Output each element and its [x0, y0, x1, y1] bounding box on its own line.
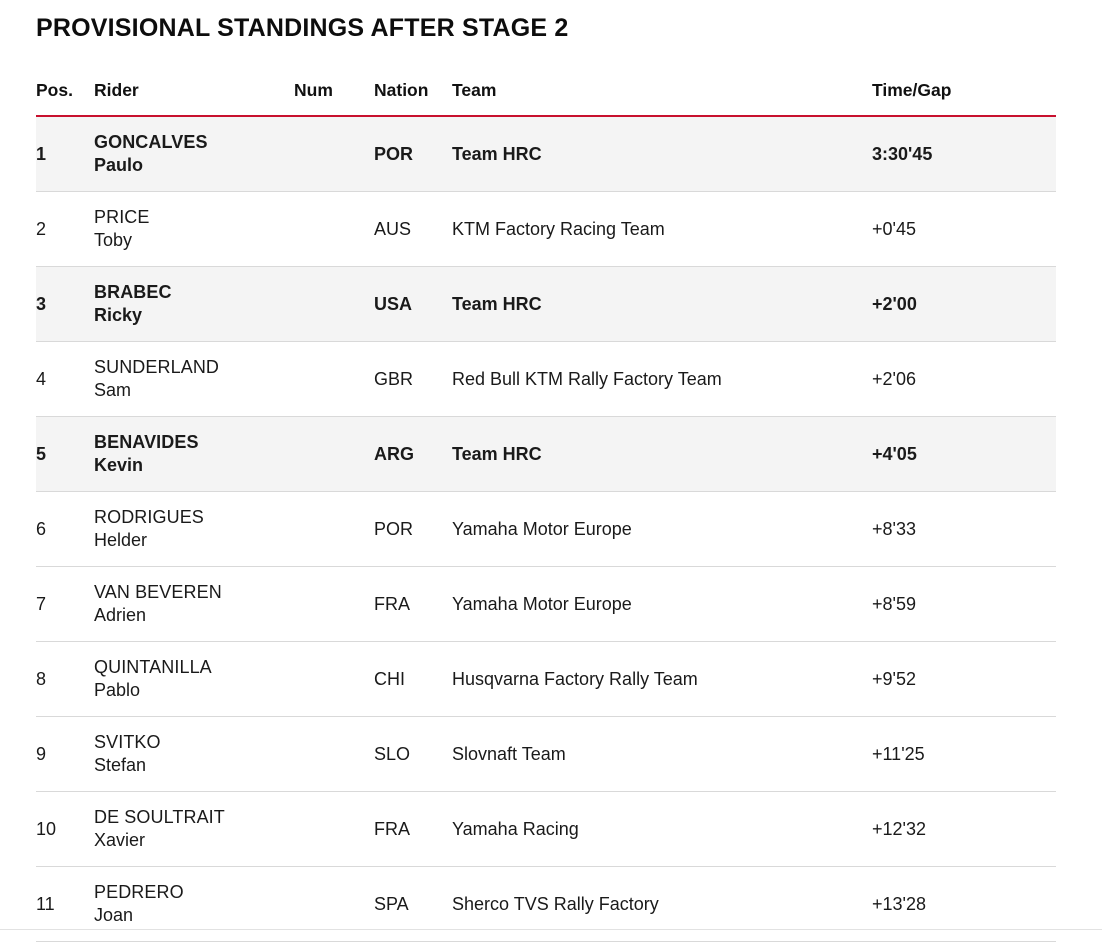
rider-first-name: Kevin	[94, 455, 144, 475]
cell-team: Team HRC	[452, 267, 872, 342]
cell-time-gap: +11'25	[872, 717, 1056, 792]
rider-last-name: SUNDERLAND	[94, 356, 220, 377]
rider-first-name: Helder	[94, 530, 148, 550]
cell-position: 3	[36, 267, 94, 342]
page-title: PROVISIONAL STANDINGS AFTER STAGE 2	[36, 14, 569, 42]
rider-last-name: PEDRERO	[94, 881, 184, 902]
rider-last-name: DE SOULTRAIT	[94, 806, 225, 827]
table-row[interactable]	[36, 792, 1056, 867]
rider-last-name: BRABEC	[94, 281, 172, 302]
rider-first-name: Xavier	[94, 830, 146, 850]
cell-position: 5	[36, 417, 94, 492]
rider-first-name: Pablo	[94, 680, 141, 700]
cell-num	[294, 342, 374, 417]
rider-last-name: QUINTANILLA	[94, 656, 212, 677]
rider-last-name: SVITKO	[94, 731, 161, 752]
cell-time-gap: 3:30'45	[872, 116, 1056, 192]
cell-time-gap: +0'45	[872, 192, 1056, 267]
rider-first-name: Sam	[94, 380, 132, 400]
rider-first-name: Stefan	[94, 755, 147, 775]
cell-team: Yamaha Motor Europe	[452, 492, 872, 567]
rider-first-name: Paulo	[94, 155, 144, 175]
cell-time-gap: +4'05	[872, 417, 1056, 492]
cell-rider	[94, 342, 294, 417]
rider-first-name: Toby	[94, 230, 133, 250]
page-bottom-divider	[0, 929, 1102, 938]
cell-nation: SLO	[374, 717, 452, 792]
cell-team: KTM Factory Racing Team	[452, 192, 872, 267]
column-header-nation: Nation	[374, 76, 452, 116]
cell-num	[294, 792, 374, 867]
cell-num	[294, 492, 374, 567]
cell-team: Husqvarna Factory Rally Team	[452, 642, 872, 717]
rider-last-name: GONCALVES	[94, 131, 208, 152]
cell-nation: GBR	[374, 342, 452, 417]
table-header-row	[36, 76, 1056, 116]
cell-rider	[94, 116, 294, 192]
cell-position: 1	[36, 116, 94, 192]
cell-time-gap: +8'59	[872, 567, 1056, 642]
table-row[interactable]	[36, 642, 1056, 717]
table-row[interactable]	[36, 717, 1056, 792]
column-header-num: Num	[294, 76, 374, 116]
cell-num	[294, 567, 374, 642]
cell-rider	[94, 567, 294, 642]
table-row[interactable]	[36, 267, 1056, 342]
cell-rider	[94, 267, 294, 342]
cell-time-gap: +12'32	[872, 792, 1056, 867]
cell-team: Team HRC	[452, 116, 872, 192]
column-header-time: Time/Gap	[872, 76, 1056, 116]
cell-nation: CHI	[374, 642, 452, 717]
cell-position: 4	[36, 342, 94, 417]
rider-last-name: BENAVIDES	[94, 431, 199, 452]
cell-nation: FRA	[374, 567, 452, 642]
standings-table	[36, 76, 1056, 942]
table-row[interactable]	[36, 492, 1056, 567]
cell-nation: FRA	[374, 792, 452, 867]
cell-time-gap: +2'06	[872, 342, 1056, 417]
cell-num	[294, 267, 374, 342]
cell-num	[294, 417, 374, 492]
standings-table-wrapper	[36, 76, 1056, 942]
cell-time-gap: +13'28	[872, 867, 1056, 942]
table-row[interactable]	[36, 567, 1056, 642]
rider-last-name: VAN BEVEREN	[94, 581, 222, 602]
column-header-team: Team	[452, 76, 872, 116]
table-row[interactable]	[36, 342, 1056, 417]
cell-num	[294, 192, 374, 267]
cell-position: 2	[36, 192, 94, 267]
cell-position: 10	[36, 792, 94, 867]
rider-first-name: Joan	[94, 905, 134, 925]
rider-first-name: Ricky	[94, 305, 143, 325]
cell-rider	[94, 192, 294, 267]
cell-position: 7	[36, 567, 94, 642]
table-row[interactable]	[36, 417, 1056, 492]
cell-team: Red Bull KTM Rally Factory Team	[452, 342, 872, 417]
cell-nation: ARG	[374, 417, 452, 492]
table-header	[36, 76, 1056, 116]
rider-first-name: Adrien	[94, 605, 147, 625]
cell-nation: SPA	[374, 867, 452, 942]
cell-rider	[94, 492, 294, 567]
cell-position: 8	[36, 642, 94, 717]
cell-team: Team HRC	[452, 417, 872, 492]
cell-nation: AUS	[374, 192, 452, 267]
cell-nation: USA	[374, 267, 452, 342]
cell-num	[294, 116, 374, 192]
rider-last-name: PRICE	[94, 206, 150, 227]
rider-last-name: RODRIGUES	[94, 506, 204, 527]
column-header-rider: Rider	[94, 76, 294, 116]
cell-team: Yamaha Racing	[452, 792, 872, 867]
cell-num	[294, 717, 374, 792]
cell-time-gap: +9'52	[872, 642, 1056, 717]
table-body	[36, 116, 1056, 942]
cell-time-gap: +8'33	[872, 492, 1056, 567]
column-header-pos: Pos.	[36, 76, 94, 116]
table-row[interactable]	[36, 192, 1056, 267]
cell-rider	[94, 717, 294, 792]
cell-team: Yamaha Motor Europe	[452, 567, 872, 642]
cell-position: 6	[36, 492, 94, 567]
cell-rider	[94, 792, 294, 867]
cell-position: 11	[36, 867, 94, 942]
cell-team: Slovnaft Team	[452, 717, 872, 792]
cell-team: Sherco TVS Rally Factory	[452, 867, 872, 942]
table-row[interactable]	[36, 116, 1056, 192]
cell-rider	[94, 417, 294, 492]
cell-num	[294, 642, 374, 717]
cell-time-gap: +2'00	[872, 267, 1056, 342]
cell-rider	[94, 642, 294, 717]
cell-nation: POR	[374, 116, 452, 192]
cell-position: 9	[36, 717, 94, 792]
cell-nation: POR	[374, 492, 452, 567]
